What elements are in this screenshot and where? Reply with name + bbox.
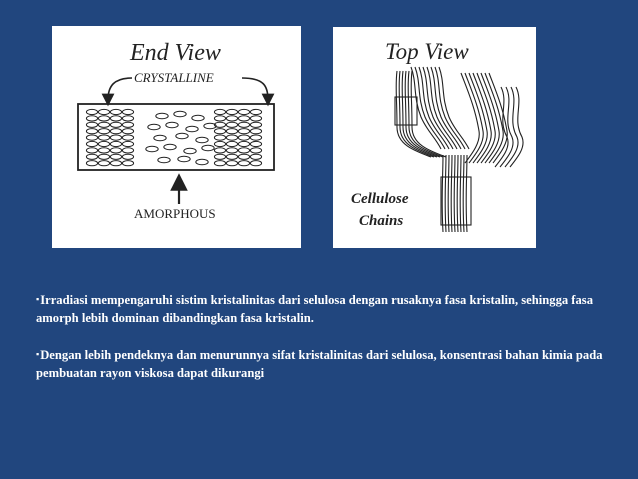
crystalline-chain-ellipse [86,122,97,127]
crystalline-chain-ellipse [250,122,261,127]
amorphous-chain-ellipse [164,144,176,150]
crystalline-chain-ellipse [98,116,109,121]
bullet-text: Irradiasi mempengaruhi sistim kristalinitas dari selulosa dengan rusaknya fasa kristalin, sehingga fasa amorph lebih dominan dibandingkan fasa kristalin. [36,293,593,325]
cellulose-chain-line [505,87,518,167]
crystalline-chain-ellipse [110,141,121,146]
cellulose-chain-line [510,87,523,167]
end-view-title: End View [130,40,221,66]
bullet-list [36,290,616,400]
cellulose-chain-line [460,155,461,232]
crystalline-chain-ellipse [86,154,97,159]
bullet-text: Dengan lebih pendeknya dan menurunnya sifat kristalinitas dari selulosa, konsentrasi bahan kimia pada pembuatan rayon viskosa dapat dikurangi [36,348,603,380]
crystalline-chain-ellipse [250,129,261,134]
cellulose-chains-drawing [395,67,523,232]
crystalline-chain-ellipse [250,161,261,166]
top-view-figure [333,27,536,248]
amorphous-label: AMORPHOUS [134,206,216,221]
amorphous-chain-ellipse [148,124,160,130]
amorphous-chain-ellipse [186,126,198,132]
amorphous-chain-ellipse [176,133,188,139]
crystalline-chain-ellipse [250,154,261,159]
crystalline-chain-ellipse [122,116,133,121]
crystalline-chain-ellipse [226,122,237,127]
crystalline-chain-ellipse [226,141,237,146]
amorphous-chain-ellipse [166,122,178,128]
crystalline-chain-ellipse [250,148,261,153]
crystalline-chain-ellipse [98,109,109,114]
crystalline-chain-ellipse [214,148,225,153]
crystalline-region-left [86,109,133,165]
crystalline-chain-ellipse [110,116,121,121]
crystalline-chain-ellipse [214,141,225,146]
crystalline-chain-ellipse [122,154,133,159]
crystalline-chain-ellipse [250,109,261,114]
crystalline-chain-ellipse [98,161,109,166]
crystalline-chain-ellipse [122,135,133,140]
amorphous-chain-ellipse [156,113,168,119]
crystalline-chain-ellipse [214,129,225,134]
top-view-title: Top View [385,39,469,64]
crystalline-chain-ellipse [86,116,97,121]
crystalline-chain-ellipse [110,109,121,114]
crystalline-chain-ellipse [226,161,237,166]
amorphous-chain-ellipse [184,148,196,154]
amorphous-chain-ellipse [174,111,186,117]
crystalline-chain-ellipse [110,122,121,127]
crystalline-chain-ellipse [110,161,121,166]
crystalline-chain-ellipse [238,148,249,153]
bullet-item-1 [36,290,616,327]
crystalline-chain-ellipse [86,129,97,134]
crystalline-region-right [214,109,261,165]
crystalline-chain-ellipse [214,135,225,140]
crystalline-chain-ellipse [98,148,109,153]
bullet-marker: ▪ [36,349,40,359]
cellulose-chain-line [463,155,464,232]
cellulose-chain-line [439,67,469,149]
cellulose-chain-line [448,155,449,232]
crystalline-chain-ellipse [110,154,121,159]
cellulose-chain-line [451,155,452,232]
amorphous-chain-ellipse [158,157,170,163]
crystalline-chain-ellipse [226,116,237,121]
amorphous-region [146,111,216,165]
crystalline-chain-ellipse [122,161,133,166]
crystalline-arrow-left [108,78,132,100]
cellulose-chain-line [454,155,455,232]
crystalline-chain-ellipse [110,148,121,153]
crystalline-chain-ellipse [250,141,261,146]
crystalline-chain-ellipse [226,148,237,153]
crystalline-chain-ellipse [98,122,109,127]
crystalline-chain-ellipse [250,135,261,140]
crystalline-chain-ellipse [238,129,249,134]
amorphous-chain-ellipse [154,135,166,141]
crystalline-chain-ellipse [238,154,249,159]
crystalline-chain-ellipse [86,135,97,140]
crystalline-chain-ellipse [122,148,133,153]
crystalline-chain-ellipse [98,141,109,146]
crystalline-chain-ellipse [226,135,237,140]
cellulose-chain-line [457,155,458,232]
crystalline-chain-ellipse [226,129,237,134]
crystalline-chain-ellipse [238,116,249,121]
amorphous-chain-ellipse [192,115,204,121]
crystalline-chain-ellipse [86,141,97,146]
crystalline-chain-ellipse [110,129,121,134]
crystalline-chain-ellipse [238,161,249,166]
crystalline-chain-ellipse [250,116,261,121]
crystalline-label: CRYSTALLINE [134,70,214,85]
cellulose-label: Cellulose [351,191,409,207]
crystalline-chain-ellipse [226,109,237,114]
amorphous-chain-ellipse [196,137,208,143]
crystalline-chain-ellipse [214,154,225,159]
cellulose-chain-line [442,155,443,232]
end-view-diagram [52,26,301,248]
crystalline-chain-ellipse [238,135,249,140]
end-view-figure [52,26,301,248]
crystalline-chain-ellipse [98,129,109,134]
amorphous-chain-ellipse [146,146,158,152]
top-view-diagram [333,27,536,248]
crystalline-chain-ellipse [110,135,121,140]
crystalline-chain-ellipse [214,161,225,166]
cellulose-chain-line [445,155,446,232]
crystalline-chain-ellipse [122,129,133,134]
amorphous-chain-ellipse [178,156,190,162]
chains-label: Chains [359,213,404,229]
crystalline-chain-ellipse [122,122,133,127]
crystalline-chain-ellipse [226,154,237,159]
crystalline-chain-ellipse [98,154,109,159]
bullet-marker: ▪ [36,294,40,304]
amorphous-chain-ellipse [202,145,214,151]
amorphous-chain-ellipse [196,159,208,165]
crystalline-chain-ellipse [98,135,109,140]
crystalline-chain-ellipse [86,148,97,153]
crystalline-chain-ellipse [122,141,133,146]
crystalline-chain-ellipse [238,109,249,114]
crystalline-chain-ellipse [86,109,97,114]
bullet-item-2 [36,345,616,382]
crystalline-chain-ellipse [214,116,225,121]
crystalline-chain-ellipse [238,122,249,127]
crystalline-chain-ellipse [122,109,133,114]
crystalline-chain-ellipse [238,141,249,146]
cellulose-chain-line [466,155,467,232]
crystalline-arrow-right [242,78,268,100]
crystalline-chain-ellipse [86,161,97,166]
crystalline-chain-ellipse [214,109,225,114]
